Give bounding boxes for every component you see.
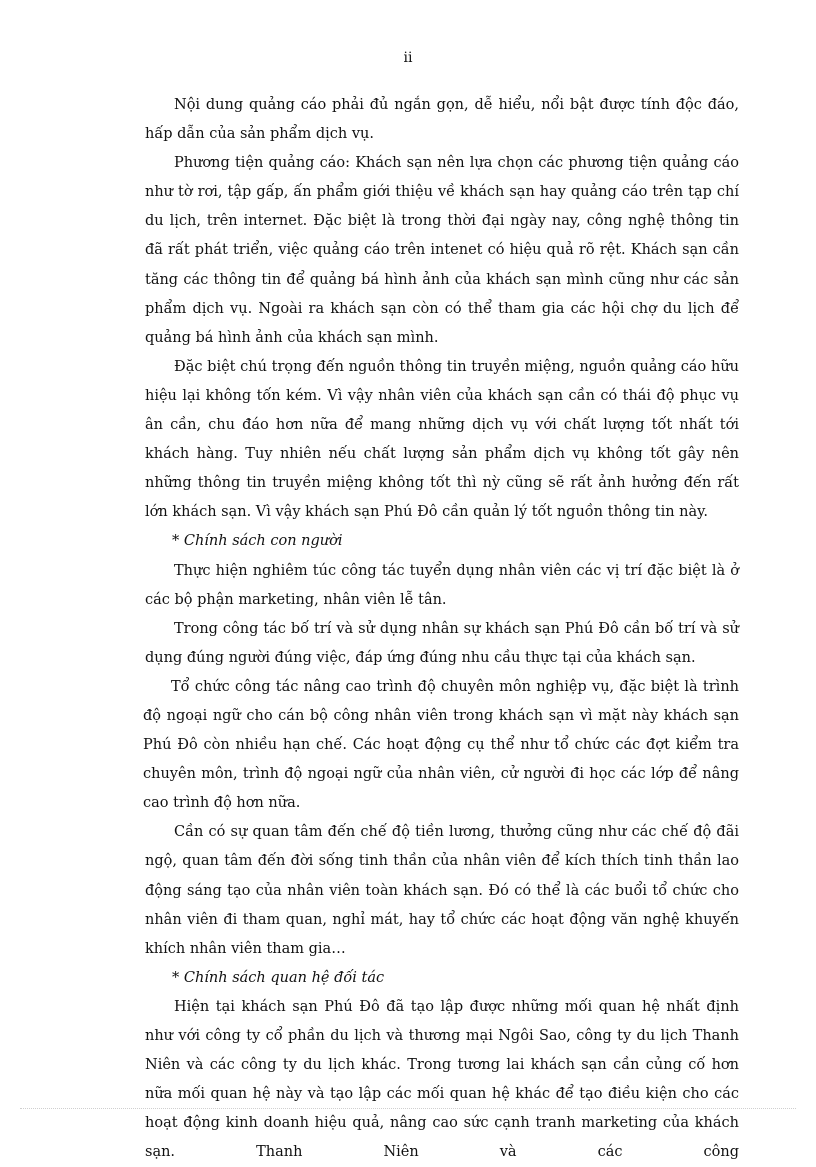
- section-heading-people-policy: * Chính sách con người: [172, 533, 343, 550]
- page-bottom-divider: [20, 1108, 796, 1109]
- document-body: [145, 91, 739, 1167]
- page-number: ii: [403, 50, 413, 66]
- paragraph-word-of-mouth: Đặc biệt chú trọng đến nguồn thông tin truyền miệng, nguồn quảng cáo hữu hiệu lại không tốn kém. Vì vậy nhân viên của khách sạn cần có thái độ phục vụ ân cần, chu đáo hơn nữa để mang những dịch vụ với chất lượng tốt nhất tới khách hàng. Tuy nhiên nếu chất lượng sản phẩm dịch vụ không tốt gây nên những thông tin truyền miệng không tốt thì nỳ cũng sẽ rất ảnh hưởng đến rất lớn khách sạn. Vì vậy khách sạn Phú Đô cần quản lý tốt nguồn thông tin này.: [145, 358, 739, 521]
- paragraph-advertising-media: Phương tiện quảng cáo: Khách sạn nên lựa chọn các phương tiện quảng cáo như tờ rơi, tập gấp, ấn phẩm giới thiệu về khách sạn hay quảng cáo trên tạp chí du lịch, trên internet. Đặc biệt là trong thời đại ngày nay, công nghệ thông tin đã rất phát triển, việc quảng cáo trên intenet có hiệu quả rõ rệt. Khách sạn cần tăng các thông tin để quảng bá hình ảnh của khách sạn mình cũng như các sản phẩm dịch vụ. Ngoài ra khách sạn còn có thể tham gia các hội chợ du lịch để quảng bá hình ảnh của khách sạn mình.: [145, 155, 739, 346]
- paragraph-recruitment: Thực hiện nghiêm túc công tác tuyển dụng nhân viên các vị trí đặc biệt là ở các bộ phận marketing, nhân viên lễ tân.: [145, 562, 739, 608]
- section-heading-partner-policy: * Chính sách quan hệ đối tác: [172, 969, 385, 986]
- paragraph-training: Tổ chức công tác nâng cao trình độ chuyên môn nghiệp vụ, đặc biệt là trình độ ngoại ngữ cho cán bộ công nhân viên trong khách sạn vì mặt này khách sạn Phú Đô còn nhiều hạn chế. Các hoạt động cụ thể như tổ chức các đợt kiểm tra chuyên môn, trình độ ngoại ngữ của nhân viên, cử người đi học các lớp để nâng cao trình độ hơn nữa.: [143, 678, 739, 812]
- paragraph-compensation: Cần có sự quan tâm đến chế độ tiền lương, thưởng cũng như các chế độ đãi ngộ, quan tâm đến đời sống tinh thần của nhân viên để kích thích tinh thần lao động sáng tạo của nhân viên toàn khách sạn. Đó có thể là các buổi tổ chức cho nhân viên đi tham quan, nghỉ mát, hay tổ chức các hoạt động văn nghệ khuyến khích nhân viên tham gia…: [145, 824, 739, 957]
- paragraph-staff-allocation: Trong công tác bố trí và sử dụng nhân sự khách sạn Phú Đô cần bố trí và sử dụng đúng người đúng việc, đáp ứng đúng nhu cầu thực tại của khách sạn.: [145, 620, 739, 666]
- paragraph-partners: Hiện tại khách sạn Phú Đô đã tạo lập được những mối quan hệ nhất định như với công ty cổ phần du lịch và thương mại Ngôi Sao, công ty du lịch Thanh Niên và các công ty du lịch khác. Trong tương lai khách sạn cần củng cố hơn nữa mối quan hệ này và tạo lập các mối quan hệ khác để tạo điều kiện cho các hoạt động kinh doanh hiệu quả, nâng cao sức cạnh tranh marketing của khách sạn. Thanh Niên và các công: [145, 998, 739, 1161]
- paragraph-advertising-content: Nội dung quảng cáo phải đủ ngắn gọn, dễ hiểu, nổi bật được tính độc đáo, hấp dẫn của sản phẩm dịch vụ.: [145, 97, 739, 143]
